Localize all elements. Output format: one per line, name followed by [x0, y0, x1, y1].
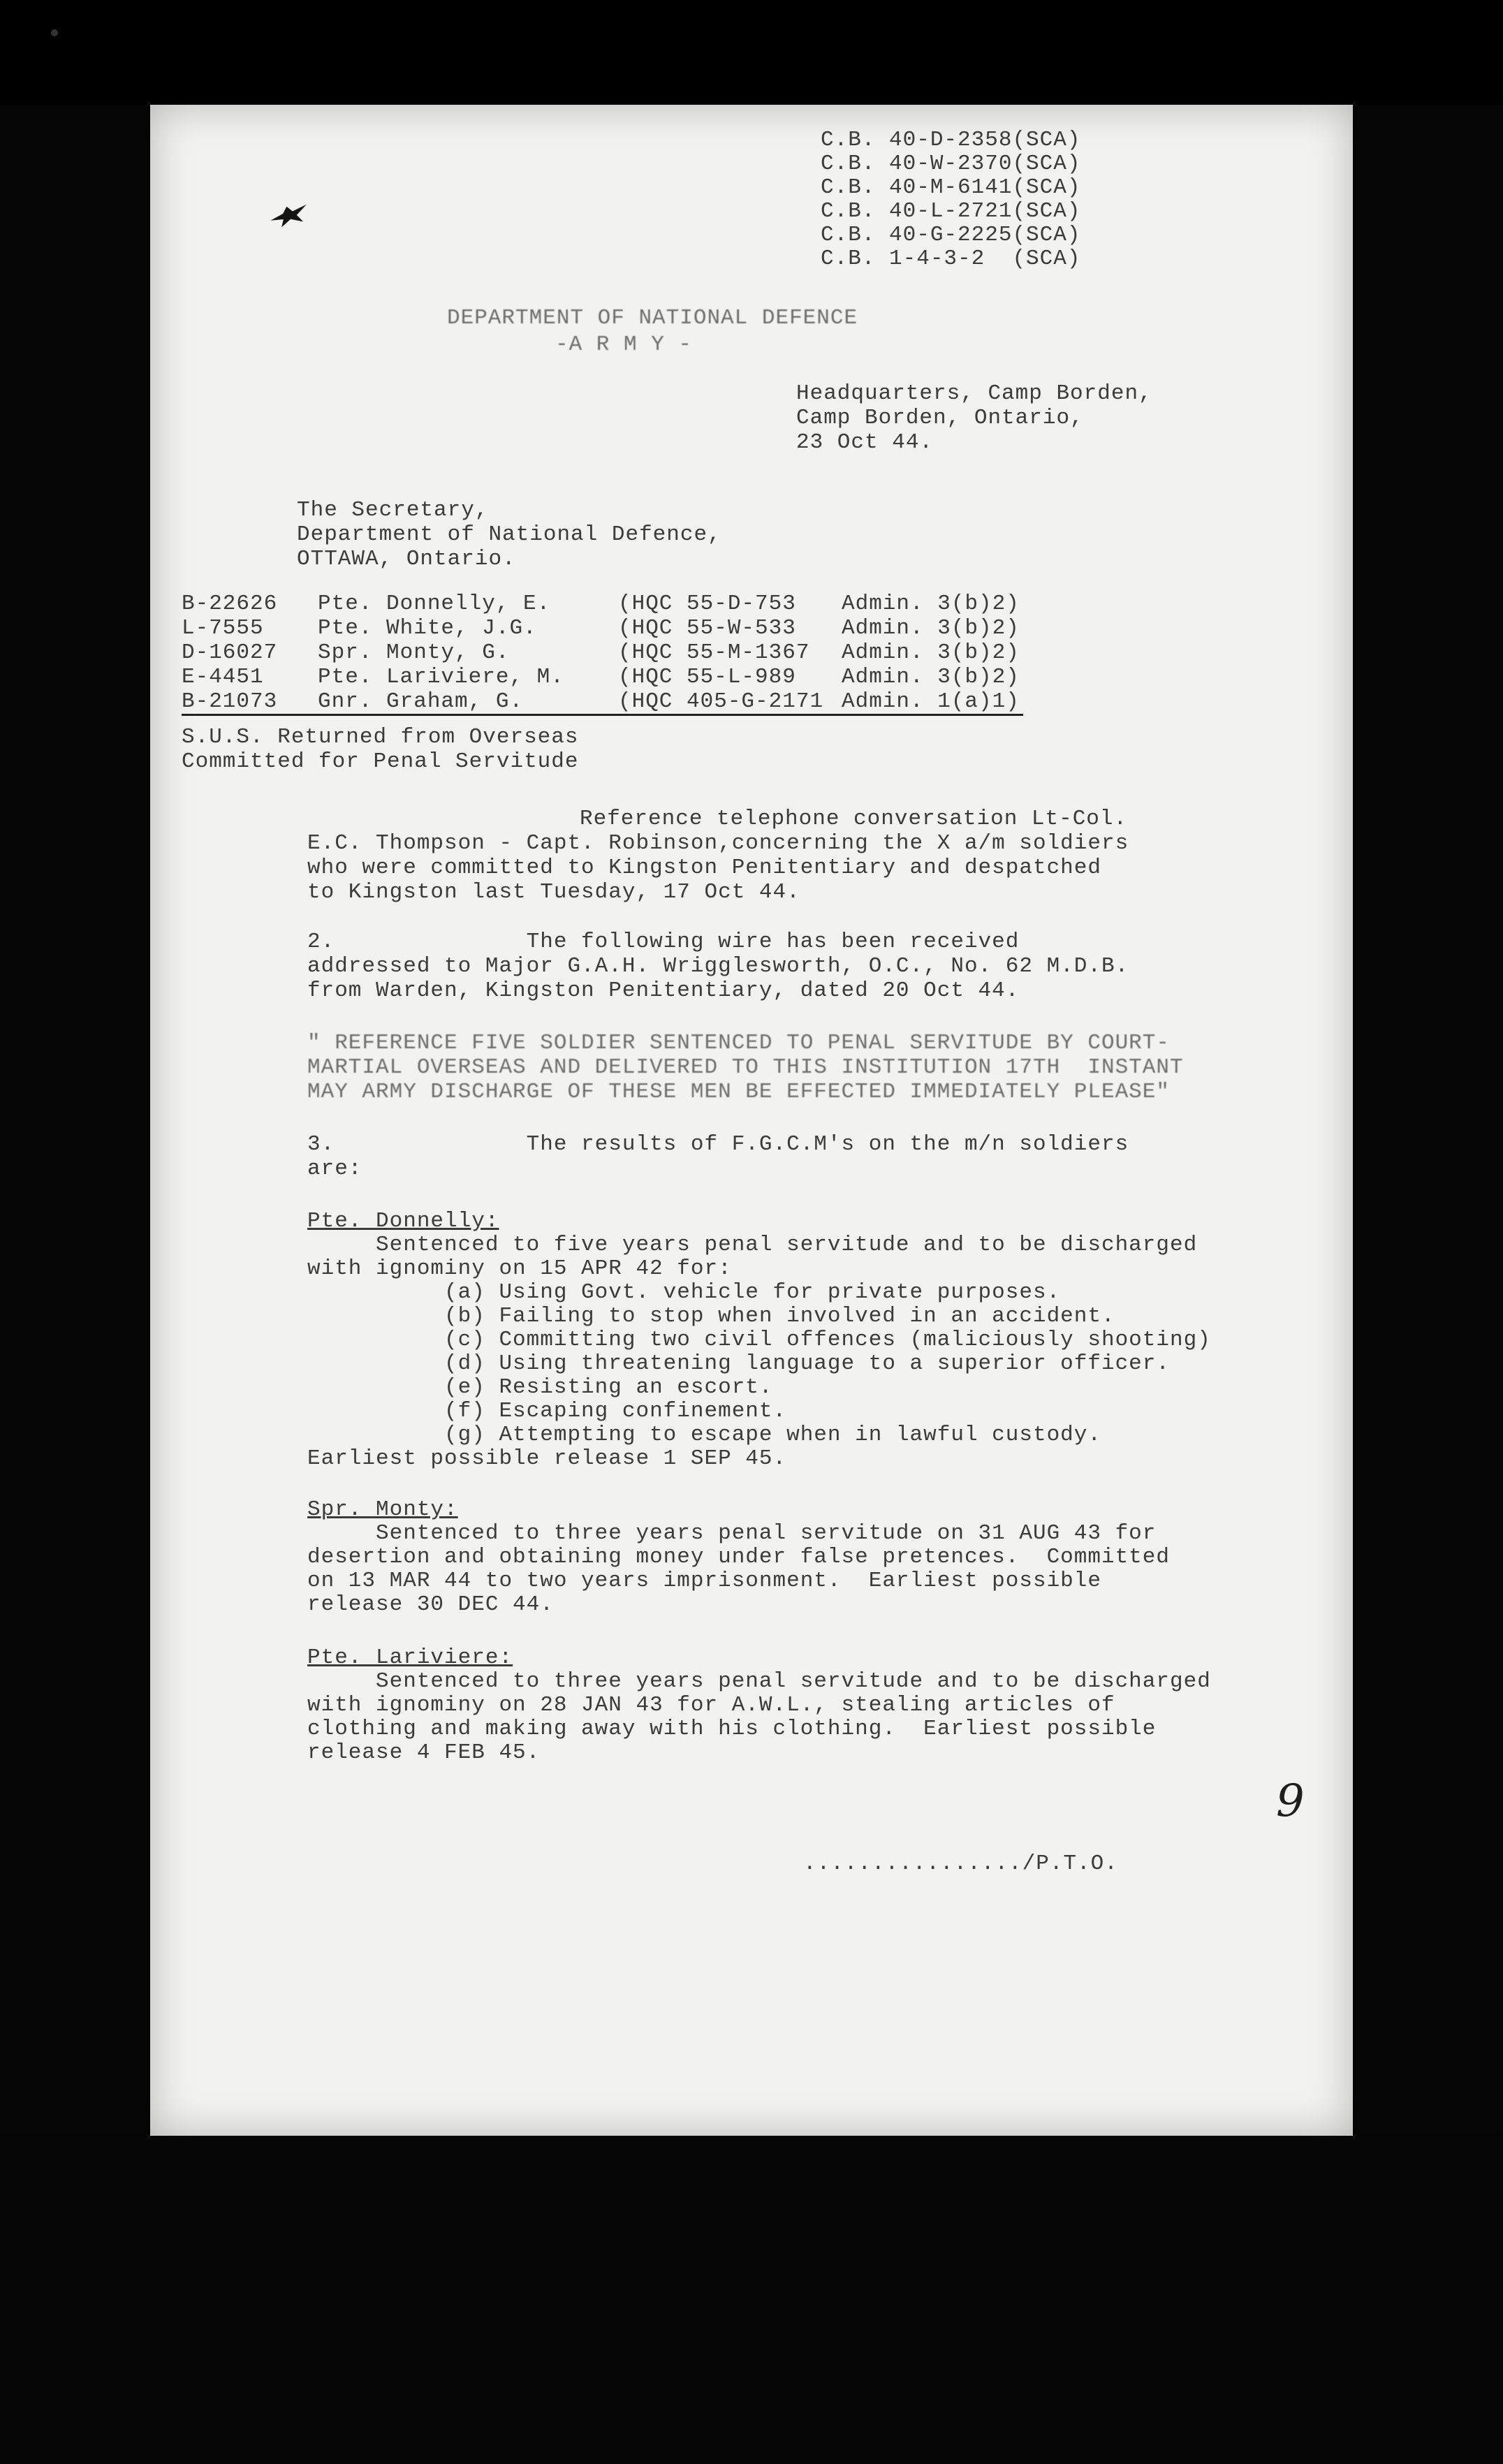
section-line: on 13 MAR 44 to two years imprisonment. Earliest possible	[307, 1569, 1101, 1593]
section-line: with ignominy on 15 APR 42 for:	[307, 1256, 732, 1281]
recipient-line: Department of National Defence,	[297, 522, 721, 547]
service-number: L-7555	[182, 616, 264, 640]
sender-line: Camp Borden, Ontario,	[796, 406, 1084, 430]
film-border-top	[0, 0, 1503, 105]
soldier-name: Pte. Lariviere, M.	[318, 665, 564, 689]
section-heading: Spr. Monty:	[307, 1497, 458, 1522]
file-ref: C.B. 40-M-6141(SCA)	[821, 175, 1081, 200]
page-number: 9	[1276, 1775, 1305, 1827]
wire-line: MAY ARMY DISCHARGE OF THESE MEN BE EFFECTED IMMEDIATELY PLEASE"	[307, 1080, 1170, 1104]
recipient-line: The Secretary,	[297, 498, 489, 522]
service-number: B-21073	[182, 689, 278, 714]
hqc-file: (HQC 55-L-989	[618, 665, 796, 689]
section-line: Sentenced to three years penal servitude on 31 AUG 43 for	[307, 1521, 1157, 1546]
hqc-file: (HQC 405-G-2171	[618, 689, 824, 714]
file-ref: C.B. 40-G-2225(SCA)	[821, 223, 1081, 247]
section-line: Sentenced to three years penal servitude and to be discharged	[307, 1669, 1211, 1694]
page-turn-note: ................/P.T.O.	[803, 1851, 1118, 1876]
service-number: D-16027	[182, 640, 278, 665]
subject-line: S.U.S. Returned from Overseas	[182, 725, 579, 749]
section-line: desertion and obtaining money under false pretences. Committed	[307, 1545, 1170, 1569]
charge-item: (d) Using threatening language to a superior officer.	[307, 1351, 1170, 1376]
file-ref: C.B. 1-4-3-2 (SCA)	[821, 247, 1081, 271]
paragraph-line: are:	[307, 1157, 362, 1181]
charge-item: (g) Attempting to escape when in lawful custody.	[307, 1423, 1101, 1447]
section-line: Sentenced to five years penal servitude and to be discharged	[307, 1233, 1198, 1257]
admin-ref: Admin. 3(b)2)	[842, 616, 1020, 640]
underline-rule	[182, 714, 1023, 716]
admin-ref: Admin. 3(b)2)	[842, 640, 1020, 665]
admin-ref: Admin. 3(b)2)	[842, 665, 1020, 689]
soldier-name: Spr. Monty, G.	[318, 640, 510, 665]
recipient-line: OTTAWA, Ontario.	[297, 547, 516, 571]
sender-line: Headquarters, Camp Borden,	[796, 381, 1152, 406]
paragraph-line: 2. The following wire has been received	[307, 930, 1020, 954]
paragraph-line: to Kingston last Tuesday, 17 Oct 44.	[307, 880, 800, 904]
hqc-file: (HQC 55-D-753	[618, 592, 796, 616]
department-heading: DEPARTMENT OF NATIONAL DEFENCE	[447, 306, 858, 330]
paragraph-line: 3. The results of F.G.C.M's on the m/n soldiers	[307, 1132, 1129, 1157]
file-ref: C.B. 40-D-2358(SCA)	[821, 128, 1081, 152]
charge-item: (f) Escaping confinement.	[307, 1399, 787, 1423]
branch-heading: -A R M Y -	[555, 332, 693, 357]
paragraph-line: Reference telephone conversation Lt-Col.	[580, 807, 1128, 831]
ink-blot-mark	[267, 200, 313, 233]
charge-item: (e) Resisting an escort.	[307, 1375, 773, 1400]
release-date: release 4 FEB 45.	[307, 1740, 541, 1765]
document-page	[150, 105, 1353, 2136]
subject-line: Committed for Penal Servitude	[182, 749, 579, 774]
file-ref: C.B. 40-L-2721(SCA)	[821, 199, 1081, 223]
charge-item: (a) Using Govt. vehicle for private purposes.	[307, 1280, 1061, 1305]
section-line: with ignominy on 28 JAN 43 for A.W.L., stealing articles of	[307, 1693, 1115, 1717]
hqc-file: (HQC 55-W-533	[618, 616, 796, 640]
section-heading: Pte. Lariviere:	[307, 1645, 513, 1670]
paragraph-line: E.C. Thompson - Capt. Robinson,concerning the X a/m soldiers	[307, 831, 1129, 856]
wire-line: " REFERENCE FIVE SOLDIER SENTENCED TO PENAL SERVITUDE BY COURT-	[307, 1031, 1170, 1055]
paragraph-line: addressed to Major G.A.H. Wrigglesworth, O.C., No. 62 M.D.B.	[307, 954, 1129, 978]
film-border-bottom	[0, 2136, 1503, 2464]
service-number: E-4451	[182, 665, 264, 689]
service-number: B-22626	[182, 592, 278, 616]
wire-line: MARTIAL OVERSEAS AND DELIVERED TO THIS INSTITUTION 17TH INSTANT	[307, 1055, 1184, 1080]
soldier-name: Gnr. Graham, G.	[318, 689, 524, 714]
file-ref: C.B. 40-W-2370(SCA)	[821, 152, 1081, 176]
charge-item: (b) Failing to stop when involved in an accident.	[307, 1304, 1115, 1328]
letter-date: 23 Oct 44.	[796, 430, 934, 455]
section-line: clothing and making away with his clothing. Earliest possible	[307, 1717, 1157, 1741]
release-date: release 30 DEC 44.	[307, 1592, 554, 1617]
section-heading: Pte. Donnelly:	[307, 1209, 499, 1233]
admin-ref: Admin. 1(a)1)	[842, 689, 1020, 714]
charge-item: (c) Committing two civil offences (maliciously shooting)	[307, 1328, 1211, 1352]
soldier-name: Pte. Donnelly, E.	[318, 592, 551, 616]
paragraph-line: from Warden, Kingston Penitentiary, dated 20 Oct 44.	[307, 978, 1020, 1003]
admin-ref: Admin. 3(b)2)	[842, 592, 1020, 616]
hqc-file: (HQC 55-M-1367	[618, 640, 810, 665]
release-date: Earliest possible release 1 SEP 45.	[307, 1446, 787, 1471]
paragraph-line: who were committed to Kingston Penitentiary and despatched	[307, 856, 1101, 880]
soldier-name: Pte. White, J.G.	[318, 616, 537, 640]
film-dot-mark	[51, 29, 58, 36]
